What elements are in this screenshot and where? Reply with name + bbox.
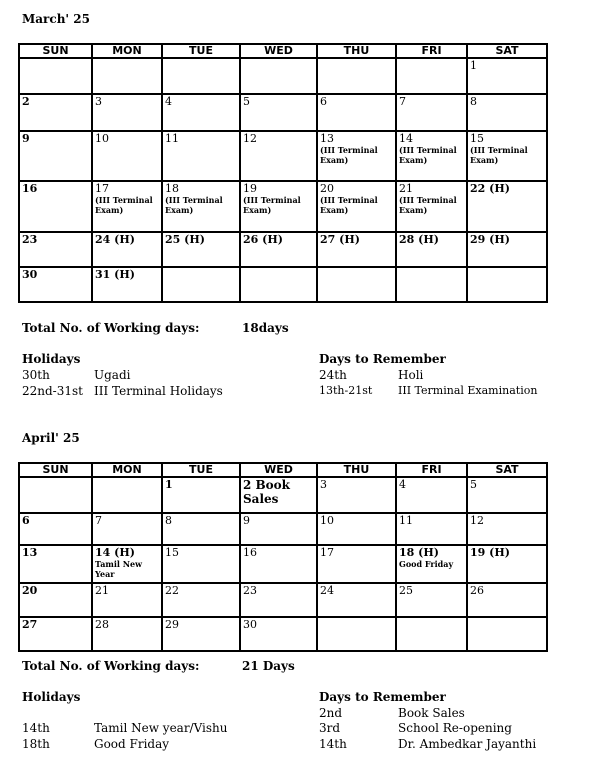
march-day-number: 7 [399, 95, 406, 108]
march-day-number: 30 [22, 268, 38, 281]
march-header-tue: TUE [162, 44, 240, 58]
march-day-number: 1 [470, 59, 477, 72]
april-day-cell [467, 617, 547, 651]
april-week-row [19, 513, 547, 545]
march-remember-name: Holi [398, 368, 424, 382]
april-day-cell [162, 513, 240, 545]
march-calendar [18, 43, 548, 303]
april-day-number: 22 [165, 584, 179, 597]
march-day-cell [162, 58, 240, 94]
march-day-cell [467, 232, 547, 267]
march-day-number: 26 (H) [243, 233, 283, 246]
april-day-cell [467, 513, 547, 545]
april-day-number: 4 [399, 478, 406, 491]
april-header-tue: TUE [162, 463, 240, 477]
april-holiday-date: 14th [22, 721, 50, 735]
march-day-cell [240, 94, 317, 131]
march-week-row [19, 58, 547, 94]
march-day-number: 11 [165, 132, 179, 145]
april-day-cell [317, 617, 396, 651]
march-day-cell [396, 267, 467, 302]
march-day-note: (III Terminal Exam) [320, 145, 378, 165]
april-remember-date: 3rd [319, 721, 341, 735]
march-day-number: 14 [399, 132, 413, 145]
april-header-wed: WED [240, 463, 317, 477]
march-day-number: 16 [22, 182, 38, 195]
april-day-cell [162, 545, 240, 583]
april-day-cell [92, 477, 162, 513]
april-day-cell [396, 617, 467, 651]
march-day-cell [467, 181, 547, 232]
april-day-number: 27 [22, 618, 38, 631]
april-day-cell [162, 617, 240, 651]
march-holiday-date: 30th [22, 368, 50, 382]
april-day-cell [19, 545, 92, 583]
april-week-row [19, 477, 547, 513]
april-remember-name: School Re-opening [398, 721, 512, 735]
april-remember-date: 2nd [319, 706, 343, 720]
march-day-cell [92, 181, 162, 232]
april-day-cell [240, 583, 317, 617]
march-remember-date: 24th [319, 368, 347, 382]
april-day-cell [396, 477, 467, 513]
march-day-cell [467, 131, 547, 181]
march-header-fri: FRI [396, 44, 467, 58]
march-remember-label: Days to Remember [319, 352, 446, 366]
april-day-number: 8 [165, 514, 172, 527]
march-day-number: 24 (H) [95, 233, 135, 246]
march-day-note: (III Terminal Exam) [320, 195, 378, 215]
march-day-cell [19, 58, 92, 94]
april-remember-label: Days to Remember [319, 690, 446, 704]
april-holiday-name: Good Friday [94, 737, 170, 751]
april-holiday-name: Tamil New year/Vishu [94, 721, 228, 735]
march-day-number: 5 [243, 95, 250, 108]
april-day-number: 21 [95, 584, 109, 597]
april-day-cell [396, 513, 467, 545]
march-day-number: 2 [22, 95, 30, 108]
april-remember-name: Book Sales [398, 706, 465, 720]
march-week-row [19, 267, 547, 302]
april-day-number: 3 [320, 478, 327, 491]
march-day-cell [92, 131, 162, 181]
april-day-number: 1 [165, 478, 173, 491]
march-day-number: 23 [22, 233, 38, 246]
march-header-sat: SAT [467, 44, 547, 58]
april-day-cell [92, 513, 162, 545]
april-header-sat: SAT [467, 463, 547, 477]
march-day-number: 3 [95, 95, 102, 108]
april-day-number: 13 [22, 546, 38, 559]
april-day-cell [19, 477, 92, 513]
march-day-cell [162, 181, 240, 232]
march-day-note: (III Terminal Exam) [470, 145, 528, 165]
march-day-number: 17 [95, 182, 109, 195]
april-remember-name: Dr. Ambedkar Jayanthi [398, 737, 537, 751]
march-day-number: 6 [320, 95, 327, 108]
april-day-number: 26 [470, 584, 484, 597]
march-day-cell [317, 267, 396, 302]
march-working-days-label: Total No. of Working days: [22, 321, 200, 335]
march-day-number: 28 (H) [399, 233, 439, 246]
april-calendar [18, 462, 548, 652]
march-header-thu: THU [317, 44, 396, 58]
april-day-number: 20 [22, 584, 38, 597]
march-day-cell [317, 131, 396, 181]
march-day-note: (III Terminal Exam) [95, 195, 153, 215]
april-day-number: 29 [165, 618, 179, 631]
march-day-number: 22 (H) [470, 182, 510, 195]
march-header-row [19, 44, 547, 58]
march-day-cell [240, 267, 317, 302]
march-day-number: 20 [320, 182, 334, 195]
march-day-number: 25 (H) [165, 233, 205, 246]
march-title: March' 25 [22, 12, 90, 26]
april-holidays-label: Holidays [22, 690, 81, 704]
march-day-cell [396, 232, 467, 267]
march-day-cell [92, 267, 162, 302]
april-day-number: 28 [95, 618, 109, 631]
april-day-number: 24 [320, 584, 334, 597]
april-day-cell [19, 617, 92, 651]
march-day-cell [467, 267, 547, 302]
april-day-cell [396, 545, 467, 583]
april-header-mon: MON [92, 463, 162, 477]
march-day-number: 27 (H) [320, 233, 360, 246]
april-day-number: 14 (H) [95, 546, 135, 559]
march-day-cell [19, 181, 92, 232]
april-day-number: 6 [22, 514, 30, 527]
april-day-cell [317, 583, 396, 617]
march-day-note: (III Terminal Exam) [165, 195, 223, 215]
march-day-cell [317, 232, 396, 267]
april-day-cell [240, 545, 317, 583]
march-day-cell [396, 58, 467, 94]
march-week-row [19, 131, 547, 181]
april-day-number: 19 (H) [470, 546, 510, 559]
april-day-cell [467, 583, 547, 617]
april-title: April' 25 [22, 431, 80, 445]
march-day-cell [92, 94, 162, 131]
april-day-cell [240, 617, 317, 651]
march-day-cell [240, 131, 317, 181]
march-day-number: 12 [243, 132, 257, 145]
march-day-cell [162, 267, 240, 302]
march-holiday-name: Ugadi [94, 368, 131, 382]
april-day-cell [19, 513, 92, 545]
april-working-days-label: Total No. of Working days: [22, 659, 200, 673]
march-day-cell [240, 181, 317, 232]
march-day-number: 4 [165, 95, 172, 108]
april-day-cell [317, 545, 396, 583]
april-header-row [19, 463, 547, 477]
march-day-cell [396, 181, 467, 232]
april-week-row [19, 583, 547, 617]
april-day-note: Tamil New Year [95, 559, 142, 579]
april-day-number: 7 [95, 514, 102, 527]
april-day-cell [162, 583, 240, 617]
april-day-cell [317, 513, 396, 545]
april-day-number: 18 (H) [399, 546, 439, 559]
april-header-fri: FRI [396, 463, 467, 477]
march-day-cell [19, 94, 92, 131]
march-remember-name: III Terminal Examination [398, 384, 538, 397]
march-day-number: 13 [320, 132, 334, 145]
april-day-number: 5 [470, 478, 477, 491]
march-day-number: 21 [399, 182, 413, 195]
april-day-note: Good Friday [399, 559, 454, 569]
march-day-cell [92, 58, 162, 94]
march-week-row [19, 232, 547, 267]
april-day-cell [19, 583, 92, 617]
april-day-number: 12 [470, 514, 484, 527]
april-day-cell [317, 477, 396, 513]
april-day-number: 30 [243, 618, 257, 631]
march-day-note: (III Terminal Exam) [399, 195, 457, 215]
april-header-thu: THU [317, 463, 396, 477]
april-day-number: 11 [399, 514, 413, 527]
march-day-cell [162, 232, 240, 267]
march-day-note: (III Terminal Exam) [399, 145, 457, 165]
march-day-cell [396, 131, 467, 181]
march-day-number: 29 (H) [470, 233, 510, 246]
april-day-number: 23 [243, 584, 257, 597]
april-day-number: 9 [243, 514, 250, 527]
april-day-cell [240, 513, 317, 545]
march-day-number: 18 [165, 182, 179, 195]
march-header-wed: WED [240, 44, 317, 58]
april-day-number: 15 [165, 546, 179, 559]
march-remember-date: 13th-21st [319, 384, 373, 397]
april-day-number: 16 [243, 546, 257, 559]
march-holiday-date: 22nd-31st [22, 384, 83, 398]
march-day-cell [92, 232, 162, 267]
april-day-cell [467, 545, 547, 583]
march-day-number: 19 [243, 182, 257, 195]
march-day-note: (III Terminal Exam) [243, 195, 301, 215]
april-day-number: 25 [399, 584, 413, 597]
april-day-number: 17 [320, 546, 334, 559]
march-day-number: 31 (H) [95, 268, 135, 281]
march-header-sun: SUN [19, 44, 92, 58]
april-week-row [19, 545, 547, 583]
march-day-cell [317, 181, 396, 232]
march-day-cell [162, 94, 240, 131]
march-day-number: 8 [470, 95, 477, 108]
march-day-cell [162, 131, 240, 181]
april-header-sun: SUN [19, 463, 92, 477]
april-day-cell [92, 617, 162, 651]
march-day-cell [19, 131, 92, 181]
march-day-cell [317, 58, 396, 94]
march-holidays-label: Holidays [22, 352, 81, 366]
march-working-days-value: 18days [242, 321, 289, 335]
march-holiday-name: III Terminal Holidays [94, 384, 223, 398]
april-day-cell [467, 477, 547, 513]
march-day-number: 15 [470, 132, 484, 145]
march-day-cell [240, 232, 317, 267]
march-week-row [19, 181, 547, 232]
april-day-cell [396, 583, 467, 617]
march-day-number: 9 [22, 132, 30, 145]
march-day-cell [19, 267, 92, 302]
april-day-cell [162, 477, 240, 513]
april-holiday-date: 18th [22, 737, 50, 751]
march-week-row [19, 94, 547, 131]
april-remember-date: 14th [319, 737, 347, 751]
march-day-cell [317, 94, 396, 131]
march-day-cell [467, 58, 547, 94]
march-day-cell [396, 94, 467, 131]
april-day-cell [92, 583, 162, 617]
march-header-mon: MON [92, 44, 162, 58]
march-day-number: 10 [95, 132, 109, 145]
march-day-cell [19, 232, 92, 267]
march-day-cell [467, 94, 547, 131]
april-day-number: 10 [320, 514, 334, 527]
march-day-cell [240, 58, 317, 94]
april-day-number: 2 Book Sales [243, 478, 290, 506]
april-working-days-value: 21 Days [242, 659, 295, 673]
april-day-cell [92, 545, 162, 583]
april-week-row [19, 617, 547, 651]
april-day-cell [240, 477, 317, 513]
